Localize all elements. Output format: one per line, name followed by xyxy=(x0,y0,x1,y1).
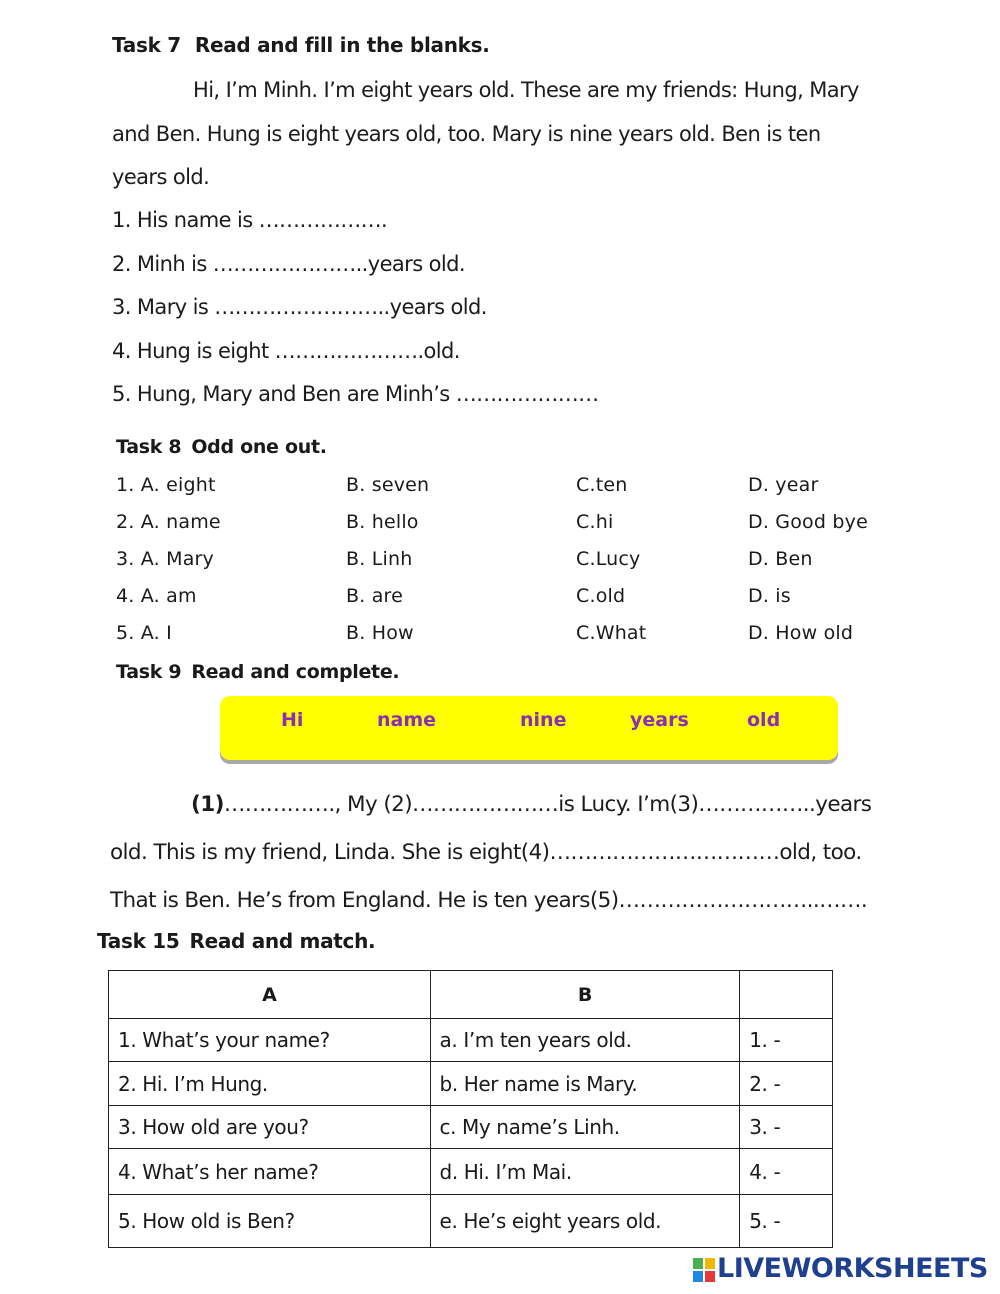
task8-row-5 xyxy=(0,622,1000,652)
task8-option: B. are xyxy=(346,585,404,607)
task7-title xyxy=(112,33,490,57)
task8-option: 4. A. am xyxy=(116,585,197,607)
logo-grid-icon xyxy=(693,1258,715,1282)
word-bank-word: old xyxy=(747,709,781,731)
task7-item-4: 4. Hung is eight ………………….old. xyxy=(112,339,460,363)
word-bank-word: years xyxy=(630,709,689,731)
task9-passage-line2: old. This is my friend, Linda. She is eight(4)……………………………old, too. xyxy=(110,840,862,865)
table-header-row xyxy=(109,971,833,1019)
task7-passage-line1: Hi, I’m Minh. I’m eight years old. These are my friends: Hung, Mary xyxy=(193,78,859,102)
task8-row-1 xyxy=(0,474,1000,504)
task7-passage-line3: years old. xyxy=(112,165,210,189)
task15-label: Task 15 xyxy=(97,929,180,953)
question-cell: 2. Hi. I’m Hung. xyxy=(109,1062,431,1106)
task8-row-2 xyxy=(0,511,1000,541)
task8-option: B. seven xyxy=(346,474,430,496)
word-bank-word: name xyxy=(377,709,437,731)
task9-passage-line3: That is Ben. He’s from England. He is ten years(5)………………………..……. xyxy=(110,888,868,913)
task8-label: Task 8 xyxy=(116,436,182,458)
table-row xyxy=(109,1019,833,1062)
task8-title xyxy=(116,436,327,458)
column-header-b: B xyxy=(430,971,740,1019)
task15-title xyxy=(97,929,375,953)
task8-option: C.ten xyxy=(576,474,628,496)
task7-item-5: 5. Hung, Mary and Ben are Minh’s ………………… xyxy=(112,382,599,406)
answer-cell: a. I’m ten years old. xyxy=(430,1019,740,1062)
task9-title xyxy=(116,661,399,683)
task8-option: 2. A. name xyxy=(116,511,221,533)
question-cell: 1. What’s your name? xyxy=(109,1019,431,1062)
column-header-answer xyxy=(740,971,833,1019)
match-cell[interactable]: 4. - xyxy=(740,1149,833,1195)
task8-option: D. Ben xyxy=(748,548,813,570)
task15-instruction: Read and match. xyxy=(189,929,376,953)
question-cell: 4. What’s her name? xyxy=(109,1149,431,1195)
task7-passage-line2: and Ben. Hung is eight years old, too. Mary is nine years old. Ben is ten xyxy=(112,122,821,146)
task8-option: D. year xyxy=(748,474,819,496)
task9-blank-1-number: (1) xyxy=(191,792,224,817)
task9-passage-line1-rest: ……………., My (2)…………………is Lucy. I’m(3)……………..years xyxy=(223,792,872,817)
word-bank-word: nine xyxy=(520,709,567,731)
question-cell: 5. How old is Ben? xyxy=(109,1195,431,1248)
answer-cell: d. Hi. I’m Mai. xyxy=(430,1149,740,1195)
answer-cell: c. My name’s Linh. xyxy=(430,1106,740,1149)
match-cell[interactable]: 5. - xyxy=(740,1195,833,1248)
table-row xyxy=(109,1062,833,1106)
match-cell[interactable]: 2. - xyxy=(740,1062,833,1106)
task7-item-1: 1. His name is ………………. xyxy=(112,208,388,232)
word-bank-word: Hi xyxy=(281,709,304,731)
task8-row-3 xyxy=(0,548,1000,578)
word-bank-box xyxy=(220,696,838,760)
task8-option: C.What xyxy=(576,622,647,644)
task8-option: C.hi xyxy=(576,511,614,533)
column-header-a: A xyxy=(109,971,431,1019)
question-cell: 3. How old are you? xyxy=(109,1106,431,1149)
task7-label: Task 7 xyxy=(112,33,181,57)
match-cell[interactable]: 1. - xyxy=(740,1019,833,1062)
match-table xyxy=(108,970,833,1248)
task7-item-3: 3. Mary is ……………………..years old. xyxy=(112,295,487,319)
task8-option: C.old xyxy=(576,585,626,607)
answer-cell: e. He’s eight years old. xyxy=(430,1195,740,1248)
task9-label: Task 9 xyxy=(116,661,182,683)
task8-row-4 xyxy=(0,585,1000,615)
task8-option: 1. A. eight xyxy=(116,474,216,496)
table-row xyxy=(109,1106,833,1149)
task7-item-2: 2. Minh is …………………..years old. xyxy=(112,252,465,276)
task8-option: B. How xyxy=(346,622,414,644)
task8-option: D. Good bye xyxy=(748,511,868,533)
task8-option: B. Linh xyxy=(346,548,413,570)
task8-option: 5. A. I xyxy=(116,622,172,644)
task8-option: D. is xyxy=(748,585,791,607)
answer-cell: b. Her name is Mary. xyxy=(430,1062,740,1106)
task8-option: 3. A. Mary xyxy=(116,548,215,570)
task8-option: C.Lucy xyxy=(576,548,641,570)
task8-option: B. hello xyxy=(346,511,419,533)
logo-text: LIVEWORKSHEETS xyxy=(717,1253,988,1284)
table-row xyxy=(109,1195,833,1248)
task9-passage-line1 xyxy=(191,792,871,817)
match-cell[interactable]: 3. - xyxy=(740,1106,833,1149)
table-row xyxy=(109,1149,833,1195)
task8-instruction: Odd one out. xyxy=(191,436,327,458)
task9-instruction: Read and complete. xyxy=(191,661,400,683)
task8-option: D. How old xyxy=(748,622,854,644)
task7-instruction: Read and fill in the blanks. xyxy=(194,33,490,57)
